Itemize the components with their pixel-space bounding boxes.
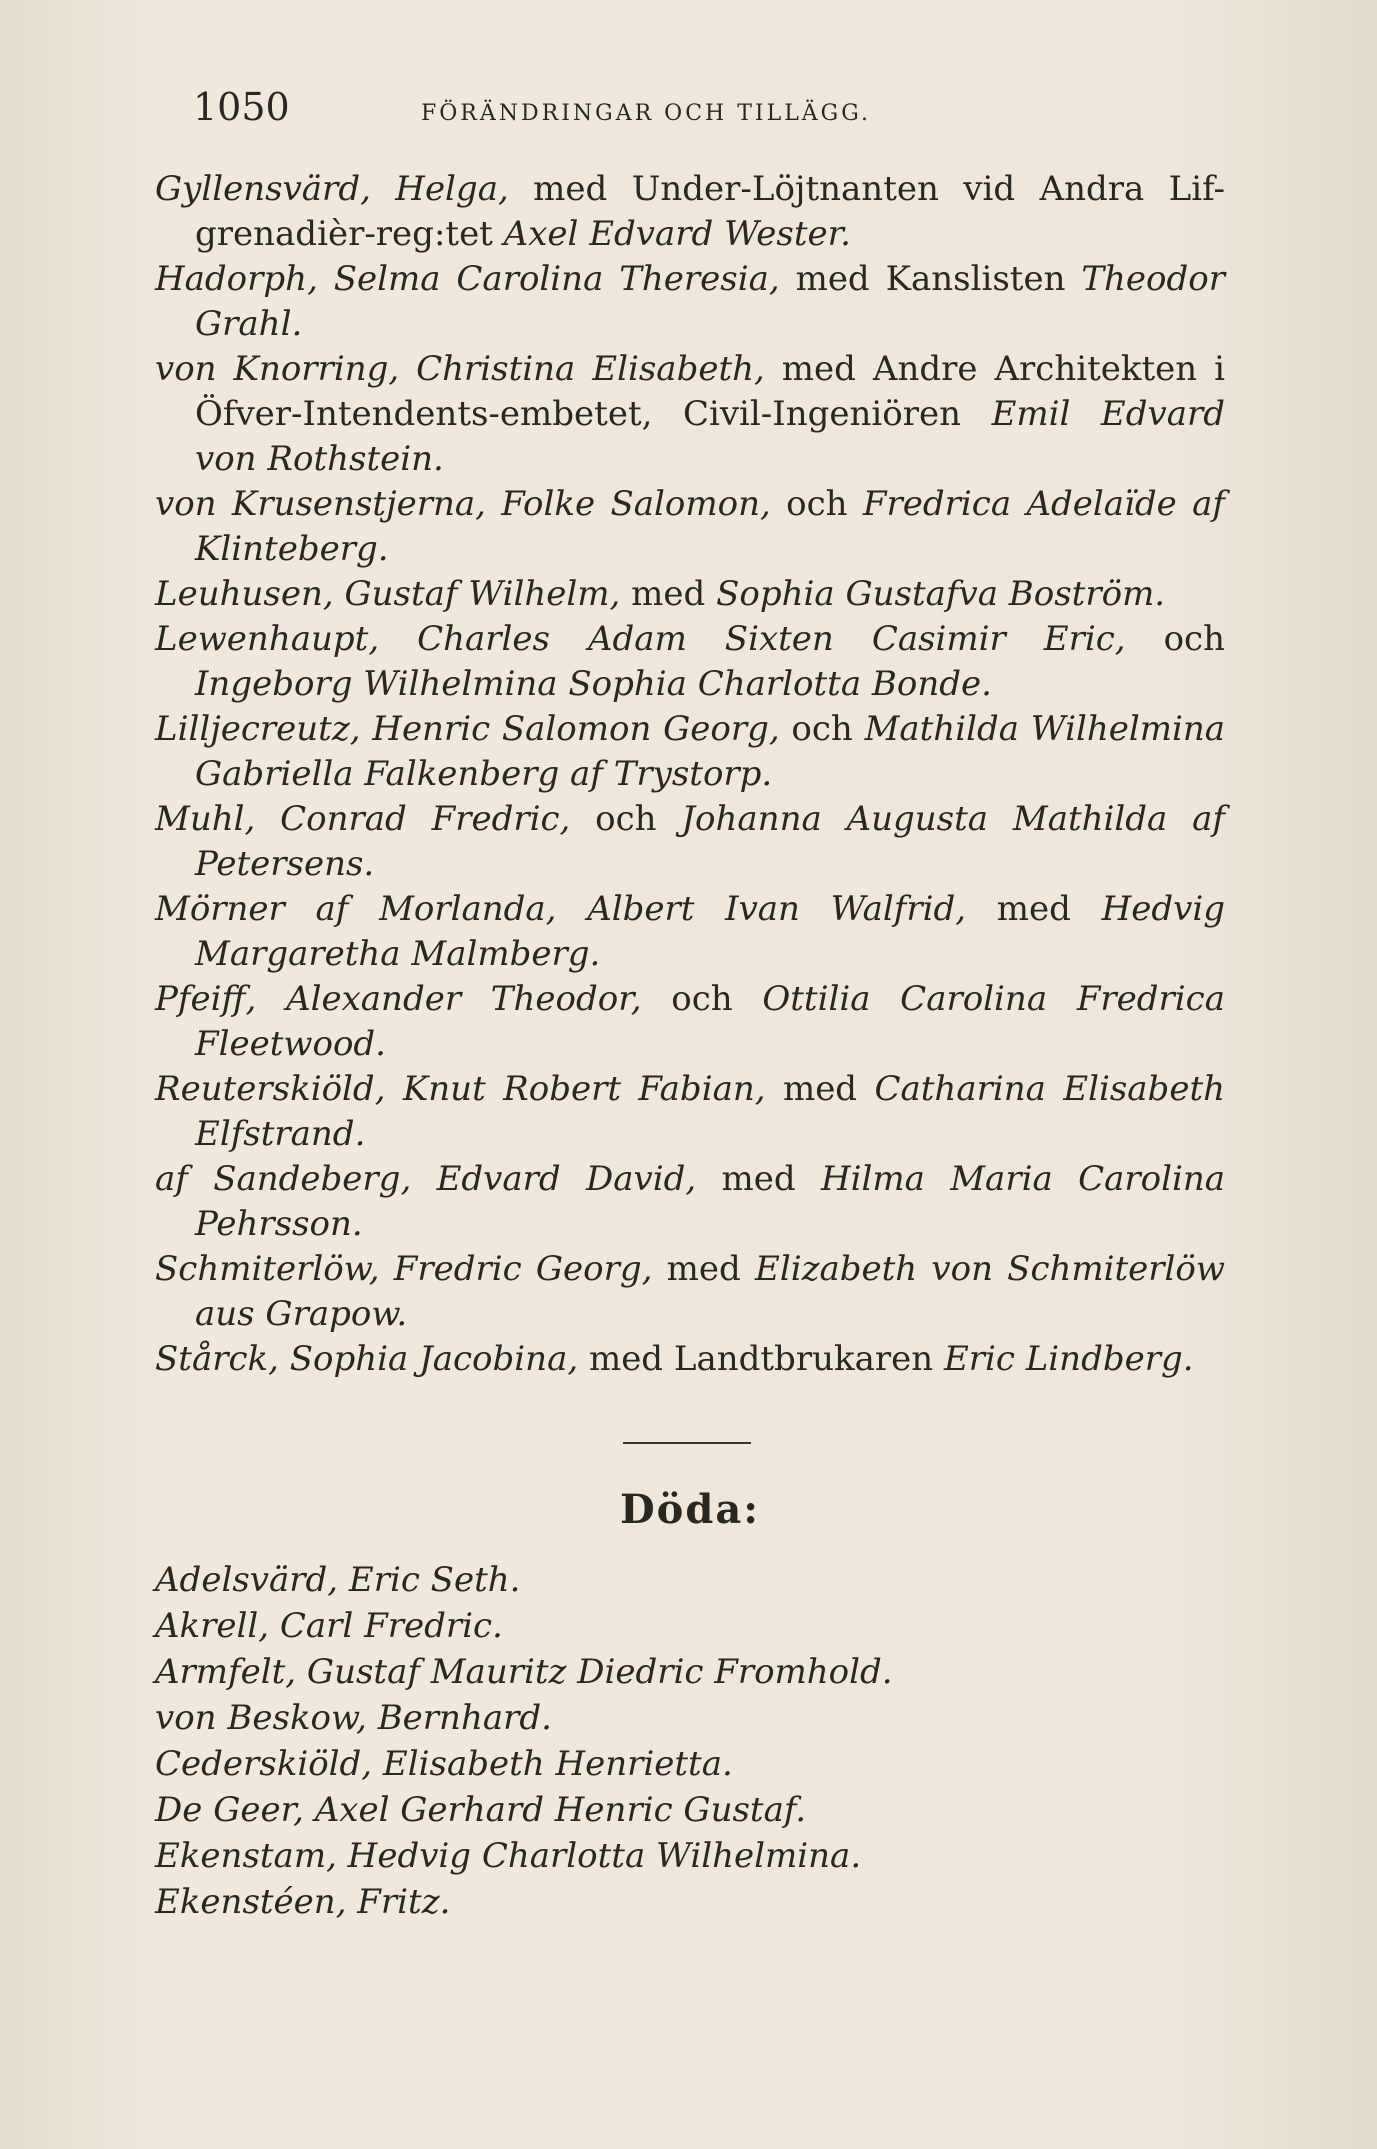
entry: von Krusenstjerna, Folke Salomon, och Fredrica Adelaïde af Klinteberg. — [155, 484, 1226, 569]
deceased-entry: De Geer, Axel Gerhard Henric Gustaf. — [155, 1790, 807, 1830]
entry: Mörner af Morlanda, Albert Ivan Walfrid, med Hedvig Margaretha Malmberg. — [155, 889, 1226, 974]
deceased-list — [155, 1557, 1225, 1925]
entry: Pfeiff, Alexander Theodor, och Ottilia Carolina Fredrica Fleetwood. — [155, 979, 1225, 1064]
deceased-entry: von Beskow, Bernhard. — [155, 1698, 552, 1738]
page-header — [155, 85, 1225, 145]
section-divider — [623, 1442, 751, 1444]
entries-list — [155, 167, 1225, 1382]
entry: Stårck, Sophia Jacobina, med Landtbrukaren Eric Lindberg. — [155, 1339, 1194, 1379]
entry: Muhl, Conrad Fredric, och Johanna Augusta Mathilda af Petersens. — [155, 799, 1225, 884]
entry: Lilljecreutz, Henric Salomon Georg, och Mathilda Wilhelmina Gabriella Falkenberg af Trystorp. — [155, 709, 1225, 794]
entry: von Knorring, Christina Elisabeth, med Andre Architekten i Öfver-Intendents-embetet, Civil-Ingeniören Emil Edvard von Rothstein. — [155, 349, 1225, 479]
deceased-entry: Ekenstéen, Fritz. — [155, 1882, 451, 1922]
page-number: 1050 — [193, 85, 290, 129]
entry: Lewenhaupt, Charles Adam Sixten Casimir Eric, och Ingeborg Wilhelmina Sophia Charlotta Bonde. — [155, 619, 1225, 704]
running-head: FÖRÄNDRINGAR OCH TILLÄGG. — [421, 101, 872, 126]
page-content — [155, 85, 1225, 1925]
deceased-entry: Adelsvärd, Eric Seth. — [155, 1560, 521, 1600]
entry: Reuterskiöld, Knut Robert Fabian, med Catharina Elisabeth Elfstrand. — [155, 1069, 1225, 1154]
deceased-entry: Cederskiöld, Elisabeth Henrietta. — [155, 1744, 733, 1784]
entry: af Sandeberg, Edvard David, med Hilma Maria Carolina Pehrsson. — [155, 1159, 1225, 1244]
deceased-entry: Ekenstam, Hedvig Charlotta Wilhelmina. — [155, 1836, 862, 1876]
deceased-entry: Akrell, Carl Fredric. — [155, 1606, 503, 1646]
entry: Schmiterlöw, Fredric Georg, med Elizabeth von Schmiterlöw aus Grapow. — [155, 1249, 1225, 1334]
entry: Hadorph, Selma Carolina Theresia, med Kanslisten Theodor Grahl. — [155, 259, 1225, 344]
section-title-deceased: Döda: — [619, 1486, 761, 1533]
entry: Gyllensvärd, Helga, med Under-Löjtnanten vid Andra Lif-grenadièr-reg:tet Axel Edvard Wester. — [155, 169, 1225, 254]
entry: Leuhusen, Gustaf Wilhelm, med Sophia Gustafva Boström. — [155, 574, 1166, 614]
deceased-entry: Armfelt, Gustaf Mauritz Diedric Fromhold. — [155, 1652, 893, 1692]
